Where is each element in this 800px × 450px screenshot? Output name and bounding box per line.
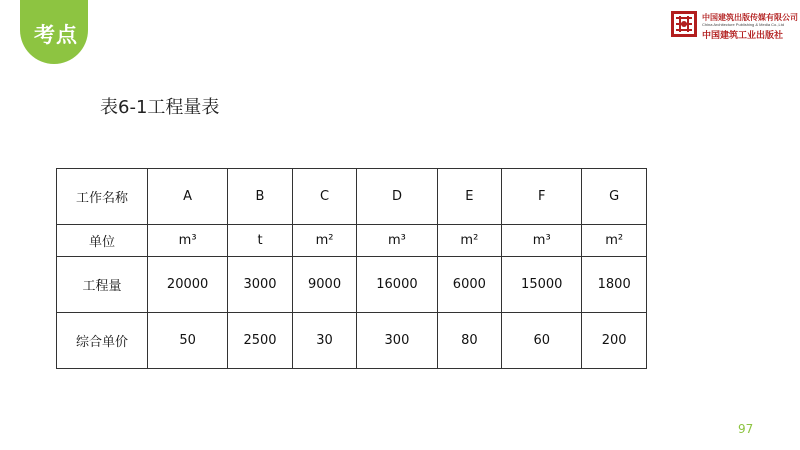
table-cell: C bbox=[292, 169, 357, 225]
table-cell: m² bbox=[437, 225, 502, 257]
table-cell: m² bbox=[582, 225, 647, 257]
publisher-name-cn: 中国建筑出版传媒有限公司 bbox=[702, 13, 798, 22]
table-title: 表6-1工程量表 bbox=[100, 97, 220, 118]
table-cell: 20000 bbox=[148, 257, 228, 313]
table-cell: 9000 bbox=[292, 257, 357, 313]
row-header: 工程量 bbox=[57, 257, 148, 313]
table-cell: D bbox=[357, 169, 437, 225]
row-header: 工作名称 bbox=[57, 169, 148, 225]
table-cell: 50 bbox=[148, 313, 228, 369]
table-cell: A bbox=[148, 169, 228, 225]
table-cell: 15000 bbox=[502, 257, 582, 313]
table-row bbox=[57, 169, 647, 225]
table-cell: E bbox=[437, 169, 502, 225]
table-cell: 2500 bbox=[228, 313, 293, 369]
table-cell: F bbox=[502, 169, 582, 225]
table-row bbox=[57, 225, 647, 257]
table-cell: 16000 bbox=[357, 257, 437, 313]
page-number: 97 bbox=[738, 422, 754, 436]
table-cell: 6000 bbox=[437, 257, 502, 313]
table-cell: 300 bbox=[357, 313, 437, 369]
table-cell: B bbox=[228, 169, 293, 225]
table-cell: 1800 bbox=[582, 257, 647, 313]
table-cell: m³ bbox=[357, 225, 437, 257]
table-cell: m³ bbox=[148, 225, 228, 257]
row-header: 单位 bbox=[57, 225, 148, 257]
quantity-table bbox=[56, 168, 647, 369]
publisher-logo bbox=[670, 10, 798, 41]
table-cell: 80 bbox=[437, 313, 502, 369]
table-cell: m² bbox=[292, 225, 357, 257]
table-cell: t bbox=[228, 225, 293, 257]
table-row bbox=[57, 257, 647, 313]
row-header: 综合单价 bbox=[57, 313, 148, 369]
topic-badge bbox=[10, 0, 98, 70]
table-cell: 60 bbox=[502, 313, 582, 369]
publisher-name-en: China Architecture Publishing & Media Co.,Ltd bbox=[702, 22, 785, 27]
table-cell: 200 bbox=[582, 313, 647, 369]
table-row bbox=[57, 313, 647, 369]
badge-label: 考点 bbox=[34, 23, 78, 47]
table-cell: G bbox=[582, 169, 647, 225]
publisher-emblem-icon bbox=[670, 10, 698, 38]
table-cell: 30 bbox=[292, 313, 357, 369]
publisher-brand-cn: 中国建筑工业出版社 bbox=[702, 31, 784, 41]
table-cell: 3000 bbox=[228, 257, 293, 313]
table-cell: m³ bbox=[502, 225, 582, 257]
